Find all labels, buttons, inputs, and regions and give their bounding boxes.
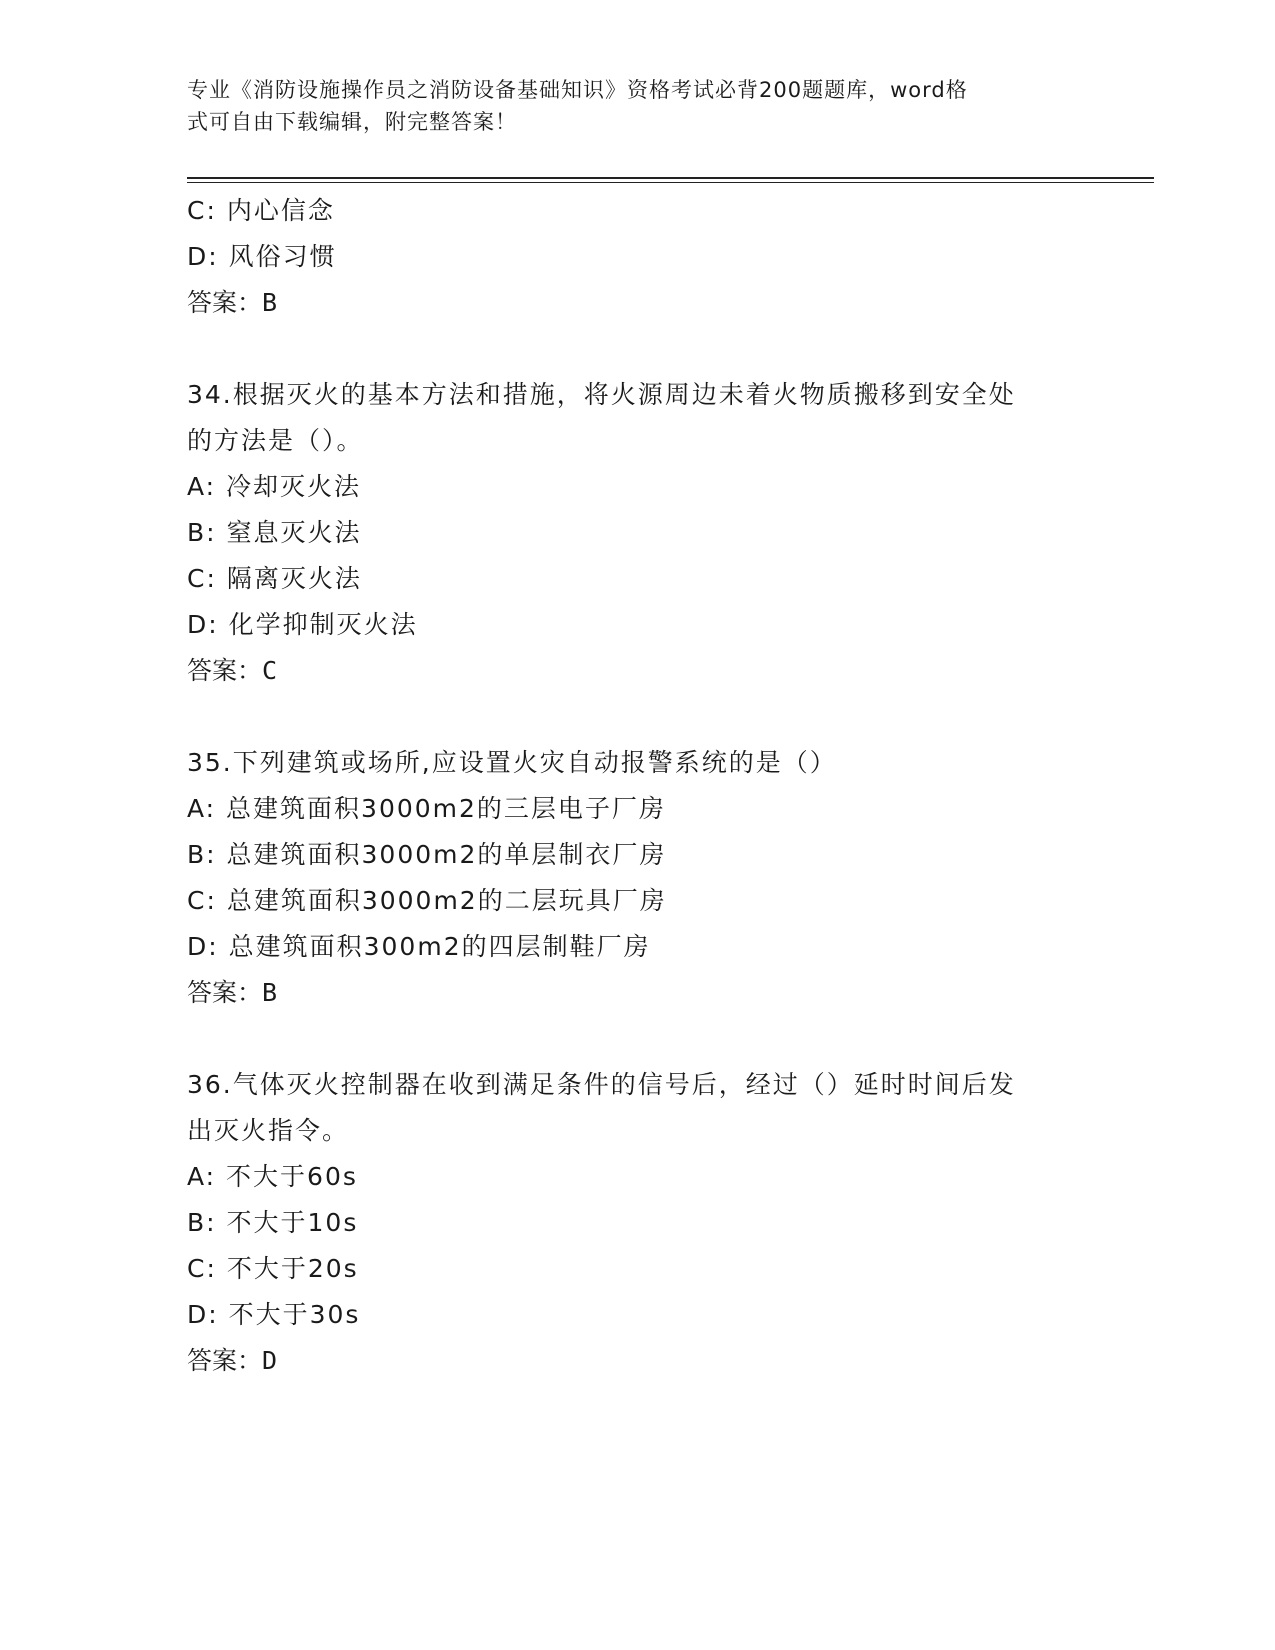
option-d: D: 不大于30s [187,1300,361,1329]
option-b: B: 不大于10s [187,1208,359,1237]
spacer [187,326,1087,372]
spacer [187,1016,1087,1062]
option-d: D: 化学抑制灭火法 [187,610,418,639]
question-36 [187,1062,1087,1384]
option-d: D: 总建筑面积300m2的四层制鞋厂房 [187,932,651,961]
prev-option-c: C: 内心信念 [187,196,335,225]
header-divider-thick [187,177,1154,179]
question-35 [187,740,1087,1016]
answer: 答案：D [187,1346,278,1375]
prev-option-d: D: 风俗习惯 [187,242,337,271]
option-a: A: 冷却灭火法 [187,472,362,501]
question-stem-line: 出灭火指令。 [187,1116,350,1145]
question-stem-line: 36.气体灭火控制器在收到满足条件的信号后，经过（）延时时间后发 [187,1070,1016,1099]
question-stem-line: 34.根据灭火的基本方法和措施，将火源周边未着火物质搬移到安全处 [187,380,1016,409]
header-line-2: 式可自由下载编辑，附完整答案！ [187,110,517,134]
answer: 答案：B [187,978,278,1007]
option-a: A: 总建筑面积3000m2的三层电子厂房 [187,794,666,823]
option-c: C: 隔离灭火法 [187,564,362,593]
header-divider-thin [187,182,1154,183]
answer: 答案：C [187,656,278,685]
spacer [187,694,1087,740]
option-c: C: 总建筑面积3000m2的二层玩具厂房 [187,886,667,915]
option-b: B: 总建筑面积3000m2的单层制衣厂房 [187,840,667,869]
question-stem-line: 的方法是（）。 [187,426,364,455]
question-34 [187,372,1087,694]
question-stem-line: 35.下列建筑或场所,应设置火灾自动报警系统的是（） [187,748,837,777]
prev-answer: 答案：B [187,288,278,317]
document-header [187,74,1067,138]
option-b: B: 窒息灭火法 [187,518,362,547]
header-line-1: 专业《消防设施操作员之消防设备基础知识》资格考试必背200题题库，word格 [187,78,968,102]
question-content [187,188,1087,1384]
option-c: C: 不大于20s [187,1254,359,1283]
option-a: A: 不大于60s [187,1162,358,1191]
